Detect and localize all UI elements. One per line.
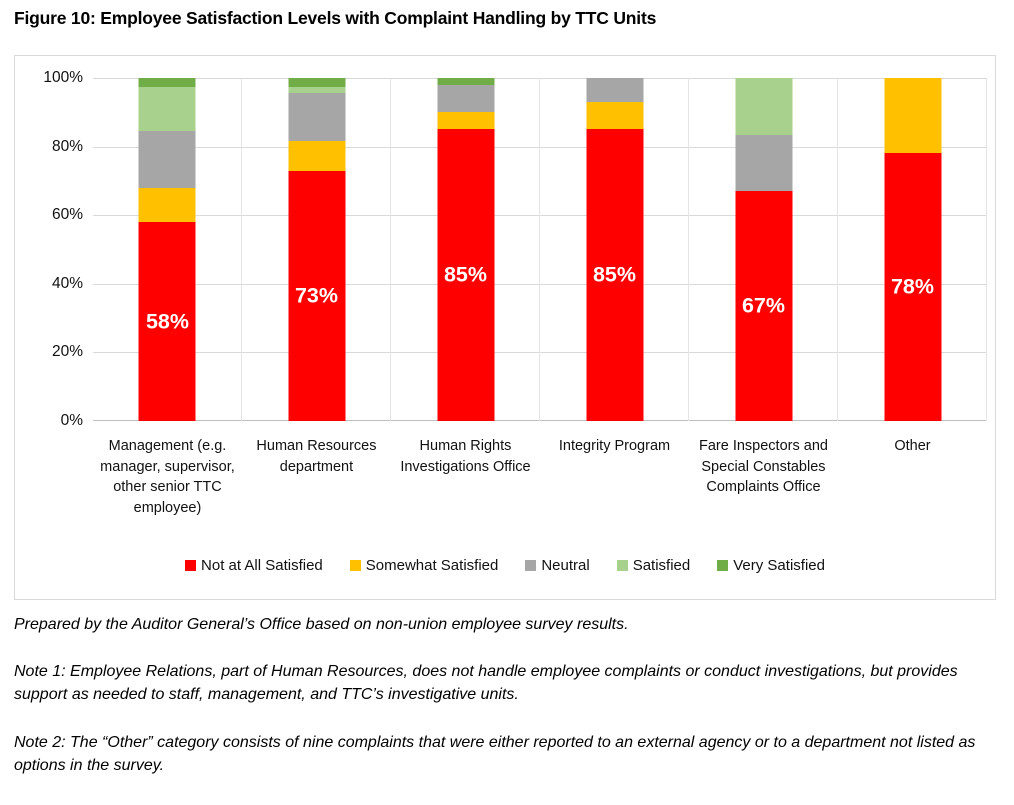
vertical-gridline [688, 78, 689, 421]
gridline-0 [93, 420, 987, 421]
y-axis-tick-label: 40% [51, 274, 83, 292]
y-axis-tick-label: 100% [43, 69, 83, 86]
y-axis-tick-label: 0% [60, 412, 83, 429]
legend-item [525, 557, 589, 574]
note-2: Note 2: The “Other” category consists of nine complaints that were either reported to an external agency or to a department not listed as options in the survey. [14, 733, 976, 774]
vertical-gridline [539, 78, 540, 421]
gridline-60 [93, 215, 987, 216]
legend-item [617, 557, 691, 574]
bar-segment [288, 171, 345, 421]
bar-data-label: 85% [592, 262, 637, 287]
bar-segment [437, 129, 494, 421]
legend-swatch-icon [617, 560, 628, 571]
bar-segment [586, 78, 643, 102]
x-axis-category-label [540, 436, 689, 457]
legend-swatch-icon [717, 560, 728, 571]
bar-data-label: 85% [443, 262, 488, 287]
x-axis-category-label [242, 436, 391, 477]
vertical-gridline [986, 78, 987, 421]
vertical-gridline [837, 78, 838, 421]
chart-container [14, 55, 996, 600]
legend [15, 557, 995, 574]
gridline-20 [93, 352, 987, 353]
gridline-40 [93, 284, 987, 285]
stacked-bar [735, 78, 792, 421]
x-axis-category-label [838, 436, 987, 457]
legend-label: Not at All Satisfied [201, 557, 323, 574]
x-axis-category-label-text: Human Rights Investigations Office [400, 438, 531, 475]
note-1: Note 1: Employee Relations, part of Human Resources, does not handle employee complaints or conduct investigations, but provides support as needed to staff, management, and TTC’s investigative units. [14, 663, 958, 704]
x-axis-category-label-text: Management (e.g. manager, supervisor, other senior TTC employee) [100, 438, 235, 516]
bar-segment [735, 191, 792, 421]
stacked-bar [437, 78, 494, 421]
bar-segment [586, 102, 643, 129]
x-axis-category-label-text: Integrity Program [558, 438, 671, 454]
bar-data-label: 73% [294, 283, 339, 308]
y-axis-tick-label: 80% [51, 137, 83, 155]
gridline-80 [93, 147, 987, 148]
legend-item [185, 557, 323, 574]
bar-segment [139, 131, 196, 188]
legend-label: Neutral [541, 557, 590, 574]
bar-segment [735, 135, 792, 192]
bar-segment [884, 153, 941, 421]
x-axis-category-label [391, 436, 540, 477]
figure-title: Figure 10: Employee Satisfaction Levels with Complaint Handling by TTC Units [14, 8, 657, 28]
vertical-gridline [241, 78, 242, 421]
bar-segment [437, 78, 494, 85]
y-axis-tick-label: 20% [51, 343, 83, 361]
bar-segment [288, 93, 345, 141]
legend-swatch-icon [525, 560, 536, 571]
bar-segment [139, 222, 196, 421]
x-axis-category-label [689, 436, 838, 498]
stacked-bar [139, 78, 196, 421]
stacked-bar [586, 78, 643, 421]
bar-data-label: 67% [741, 293, 786, 318]
bar-segment [884, 78, 941, 153]
bar-data-label: 78% [890, 274, 935, 299]
y-axis-tick-label: 60% [51, 206, 83, 224]
x-axis-category-label-text: Fare Inspectors and Special Constables Complaints Office [698, 438, 828, 496]
bar-segment [437, 85, 494, 112]
bar-segment [288, 141, 345, 170]
x-axis-category-label-text: Human Resources department [256, 438, 377, 475]
prepared-by-note: Prepared by the Auditor General’s Office based on non-union employee survey results. [14, 616, 629, 633]
vertical-gridline [390, 78, 391, 421]
bar-segment [139, 78, 196, 87]
stacked-bar [288, 78, 345, 421]
legend-swatch-icon [185, 560, 196, 571]
bar-segment [735, 78, 792, 135]
plot-area [43, 69, 987, 429]
bar-segment [437, 112, 494, 129]
legend-swatch-icon [350, 560, 361, 571]
legend-label: Satisfied [632, 557, 691, 574]
x-axis-category-label-text: Other [894, 438, 931, 454]
bar-data-label: 58% [145, 309, 190, 334]
x-axis-category-label [93, 436, 242, 518]
legend-label: Very Satisfied [733, 557, 825, 574]
bar-segment [586, 129, 643, 421]
stacked-bar [884, 78, 941, 421]
bar-segment [288, 78, 345, 87]
x-axis-labels [93, 436, 987, 556]
bar-segment [288, 87, 345, 94]
bar-segment [139, 188, 196, 222]
bar-segment [139, 87, 196, 132]
legend-label: Somewhat Satisfied [365, 557, 499, 574]
legend-item [350, 557, 499, 574]
gridline-100 [93, 78, 987, 79]
legend-item [717, 557, 825, 574]
